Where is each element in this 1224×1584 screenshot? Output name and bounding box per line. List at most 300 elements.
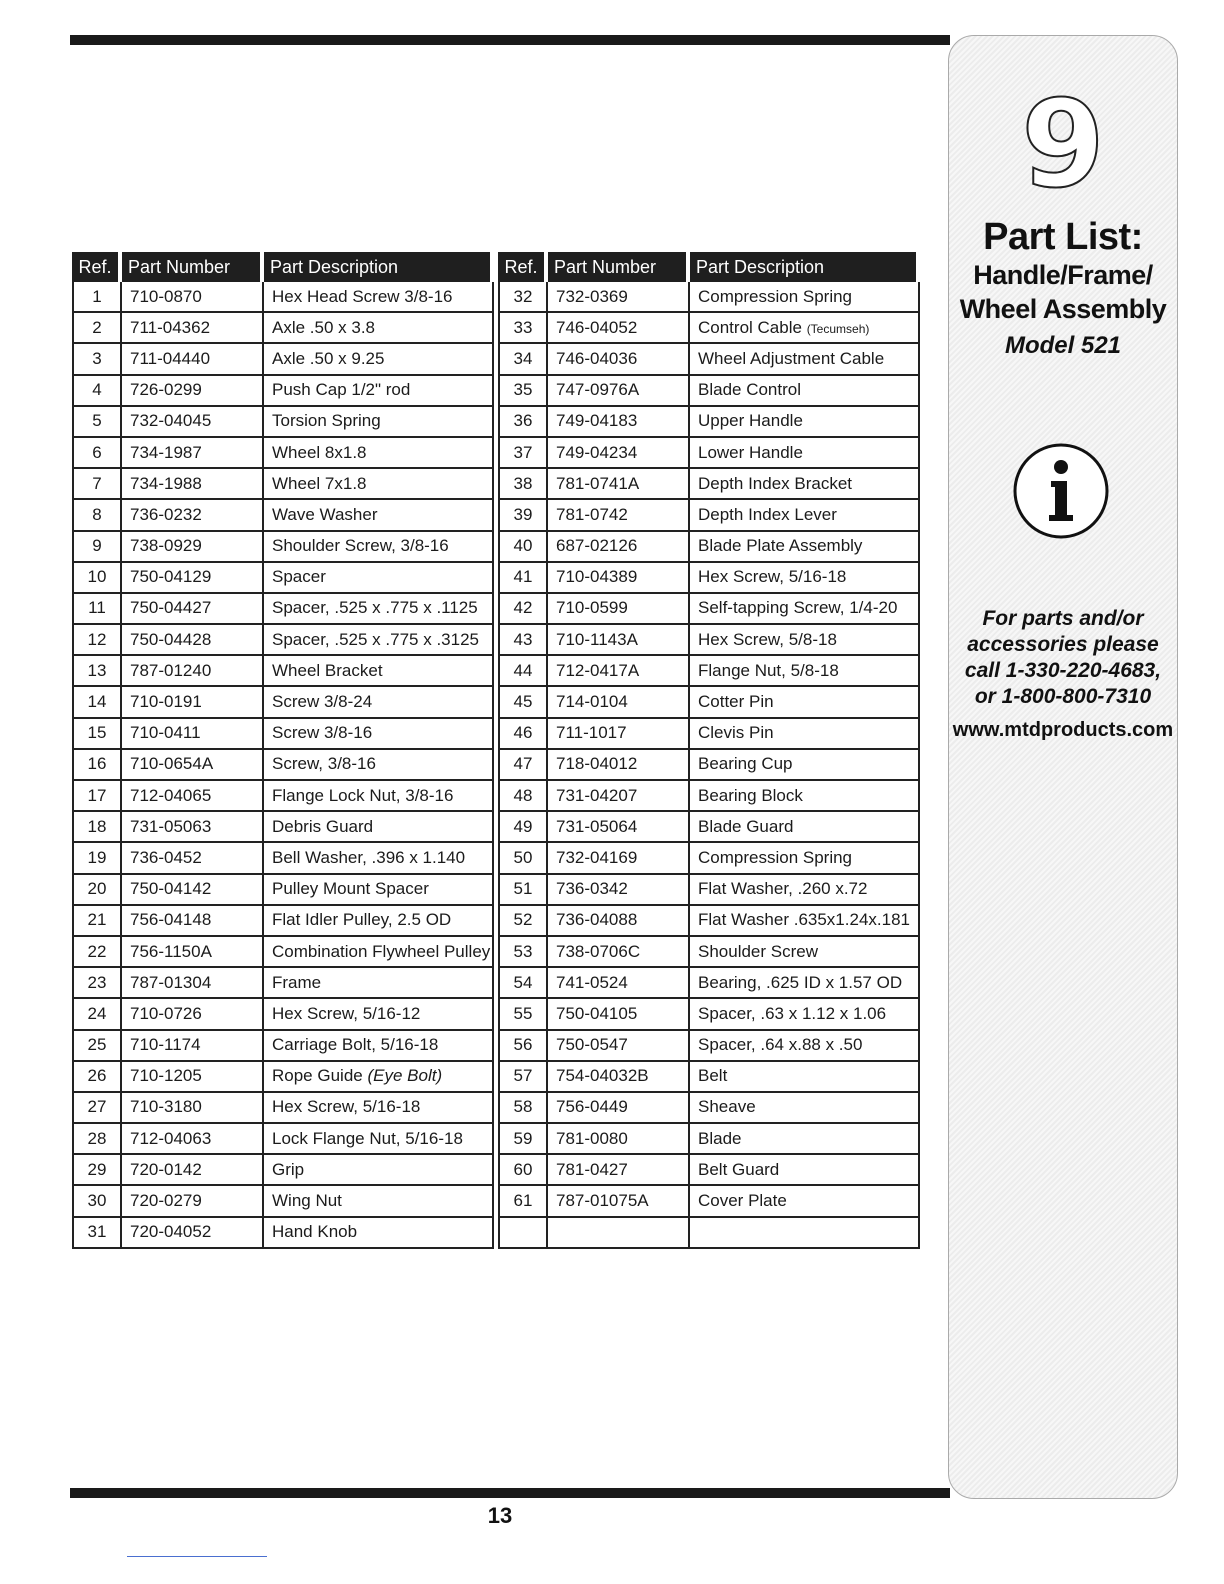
- part-description-cell: [264, 1062, 494, 1093]
- part-description-cell: [690, 438, 920, 469]
- part-description-text: Axle .50 x 9.25: [272, 348, 385, 368]
- part-number-cell: 787-01240: [122, 656, 264, 687]
- ref-cell: 37: [498, 438, 548, 469]
- part-description-cell: [690, 1031, 920, 1062]
- contact-line: For parts and/or: [982, 607, 1144, 630]
- part-number-cell: 749-04183: [548, 407, 690, 438]
- part-description-cell: [690, 906, 920, 937]
- table-row: [72, 968, 920, 999]
- part-description-text: Bearing, .625 ID x 1.57 OD: [698, 972, 903, 992]
- ref-cell: 35: [498, 376, 548, 407]
- part-description-text: Cotter Pin: [698, 692, 774, 712]
- part-number-cell: 734-1988: [122, 469, 264, 500]
- part-description-text: Compression Spring: [698, 286, 853, 306]
- part-description-cell: [264, 625, 494, 656]
- part-number-cell: 750-04105: [548, 999, 690, 1030]
- ref-cell: 49: [498, 812, 548, 843]
- contact-line: accessories please: [967, 633, 1159, 656]
- part-description-cell: [690, 532, 920, 563]
- part-description-text: Screw, 3/8-16: [272, 754, 376, 774]
- part-description-text: Flat Idler Pulley, 2.5 OD: [272, 910, 452, 930]
- part-description-text: Sheave: [698, 1097, 756, 1117]
- part-number-cell: 738-0929: [122, 532, 264, 563]
- part-number-cell: 756-04148: [122, 906, 264, 937]
- ref-cell: 58: [498, 1093, 548, 1124]
- part-number-cell: 750-04142: [122, 875, 264, 906]
- part-description-text: Wave Washer: [272, 504, 378, 524]
- contact-info: [949, 606, 1177, 710]
- ref-cell: 36: [498, 407, 548, 438]
- ref-cell: 52: [498, 906, 548, 937]
- part-description-text: Bearing Cup: [698, 754, 793, 774]
- ref-cell: 24: [72, 999, 122, 1030]
- part-description-text: Spacer, .64 x.88 x .50: [698, 1035, 863, 1055]
- part-description-text: Rope Guide: [272, 1066, 363, 1086]
- part-number-cell: 736-0232: [122, 500, 264, 531]
- ref-cell: 33: [498, 313, 548, 344]
- ref-cell: 41: [498, 563, 548, 594]
- part-number-cell: 710-0870: [122, 282, 264, 313]
- part-description-text: Wheel 8x1.8: [272, 442, 367, 462]
- ref-cell: 11: [72, 594, 122, 625]
- table-row: [72, 532, 920, 563]
- ref-cell: 23: [72, 968, 122, 999]
- part-description-text: Wheel 7x1.8: [272, 473, 367, 493]
- part-description-cell: [264, 407, 494, 438]
- ref-cell: 50: [498, 843, 548, 874]
- ref-cell: 60: [498, 1155, 548, 1186]
- part-number-cell: 736-0452: [122, 843, 264, 874]
- part-description-cell: [690, 469, 920, 500]
- part-description-text: Spacer, .63 x 1.12 x 1.06: [698, 1003, 887, 1023]
- part-description-cell: [690, 1124, 920, 1155]
- info-icon: [1011, 441, 1111, 541]
- part-number-cell: 746-04036: [548, 344, 690, 375]
- ref-cell: [498, 1218, 548, 1249]
- part-number-cell: 781-0741A: [548, 469, 690, 500]
- table-row: [72, 1062, 920, 1093]
- ref-cell: 59: [498, 1124, 548, 1155]
- ref-cell: 5: [72, 407, 122, 438]
- part-description-cell: [264, 875, 494, 906]
- part-description-text: Blade Guard: [698, 816, 794, 836]
- part-description-note: (Eye Bolt): [367, 1066, 443, 1086]
- part-description-cell: [690, 999, 920, 1030]
- ref-cell: 44: [498, 656, 548, 687]
- table-row: [72, 750, 920, 781]
- panel-title: Part List:: [983, 216, 1143, 258]
- table-row: [72, 594, 920, 625]
- ref-cell: 61: [498, 1186, 548, 1217]
- part-number-cell: 741-0524: [548, 968, 690, 999]
- ref-cell: 14: [72, 687, 122, 718]
- ref-cell: 30: [72, 1186, 122, 1217]
- ref-cell: 54: [498, 968, 548, 999]
- part-description-text: Spacer, .525 x .775 x .1125: [272, 598, 478, 618]
- ref-cell: 56: [498, 1031, 548, 1062]
- part-description-text: Hex Screw, 5/16-18: [698, 567, 847, 587]
- part-number-cell: 736-0342: [548, 875, 690, 906]
- part-description-cell: [264, 438, 494, 469]
- part-number-cell: 710-1143A: [548, 625, 690, 656]
- part-description-cell: [264, 1093, 494, 1124]
- part-description-text: Depth Index Lever: [698, 504, 837, 524]
- part-description-cell: [690, 282, 920, 313]
- part-description-note: (Tecumseh): [806, 321, 870, 336]
- part-number-cell: 712-04063: [122, 1124, 264, 1155]
- ref-cell: 20: [72, 875, 122, 906]
- part-description-cell: [264, 781, 494, 812]
- table-row: [72, 999, 920, 1030]
- part-number-cell: 712-0417A: [548, 656, 690, 687]
- ref-cell: 15: [72, 719, 122, 750]
- part-description-cell: [264, 500, 494, 531]
- part-description-text: Hex Head Screw 3/8-16: [272, 286, 453, 306]
- ref-cell: 7: [72, 469, 122, 500]
- part-description-text: Grip: [272, 1159, 305, 1179]
- part-description-cell: [264, 656, 494, 687]
- part-description-cell: [264, 344, 494, 375]
- part-description-text: Debris Guard: [272, 816, 374, 836]
- table-row: [72, 1155, 920, 1186]
- part-description-cell: [690, 1062, 920, 1093]
- part-number-cell: 738-0706C: [548, 937, 690, 968]
- part-description-cell: [264, 1124, 494, 1155]
- ref-cell: 29: [72, 1155, 122, 1186]
- part-number-cell: [548, 1218, 690, 1249]
- part-description-cell: [264, 843, 494, 874]
- part-description-text: Blade Control: [698, 380, 802, 400]
- part-description-text: Flange Lock Nut, 3/8-16: [272, 785, 454, 805]
- part-description-text: Flat Washer .635x1.24x.181: [698, 910, 910, 930]
- part-description-text: Spacer, .525 x .775 x .3125: [272, 629, 479, 649]
- ref-cell: 43: [498, 625, 548, 656]
- table-row: [72, 875, 920, 906]
- part-description-text: Pulley Mount Spacer: [272, 879, 429, 899]
- part-description-cell: [264, 469, 494, 500]
- part-description-cell: [690, 1155, 920, 1186]
- part-number-cell: 756-0449: [548, 1093, 690, 1124]
- part-number-cell: 781-0080: [548, 1124, 690, 1155]
- table-header-row: [72, 252, 920, 282]
- part-number-cell: 720-04052: [122, 1218, 264, 1249]
- table-row: [72, 282, 920, 313]
- chapter-number: 9: [1021, 76, 1105, 215]
- bottom-rule: [70, 1488, 950, 1498]
- part-description-text: Shoulder Screw, 3/8-16: [272, 536, 449, 556]
- part-description-cell: [690, 937, 920, 968]
- contact-line: call 1-330-220-4683,: [964, 659, 1162, 682]
- part-description-cell: [690, 563, 920, 594]
- ref-cell: 8: [72, 500, 122, 531]
- part-description-text: Blade: [698, 1128, 742, 1148]
- ref-cell: 18: [72, 812, 122, 843]
- ref-cell: 9: [72, 532, 122, 563]
- part-number-cell: 747-0976A: [548, 376, 690, 407]
- part-description-cell: [690, 313, 920, 344]
- ref-cell: 13: [72, 656, 122, 687]
- ref-cell: 38: [498, 469, 548, 500]
- part-description-cell: [264, 719, 494, 750]
- part-description-cell: [264, 968, 494, 999]
- part-description-cell: [690, 594, 920, 625]
- part-number-cell: 710-0411: [122, 719, 264, 750]
- table-row: [72, 1031, 920, 1062]
- ref-header: Ref.: [72, 252, 122, 282]
- table-row: [72, 781, 920, 812]
- part-description-text: Spacer: [272, 567, 326, 587]
- part-description-cell: [264, 1186, 494, 1217]
- table-row: [72, 313, 920, 344]
- part-number-cell: 750-04129: [122, 563, 264, 594]
- part-description-text: Combination Flywheel Pulley: [272, 941, 491, 961]
- part-description-cell: [690, 500, 920, 531]
- part-description-text: Axle .50 x 3.8: [272, 317, 376, 337]
- part-number-cell: 732-0369: [548, 282, 690, 313]
- part-description-text: Lock Flange Nut, 5/16-18: [272, 1128, 463, 1148]
- table-row: [72, 1093, 920, 1124]
- ref-cell: 51: [498, 875, 548, 906]
- table-row: [72, 500, 920, 531]
- part-description-cell: [264, 532, 494, 563]
- part-description-cell: [264, 937, 494, 968]
- ref-cell: 39: [498, 500, 548, 531]
- part-description-cell: [264, 906, 494, 937]
- part-description-cell: [690, 687, 920, 718]
- ref-cell: 12: [72, 625, 122, 656]
- table-row: [72, 625, 920, 656]
- parts-table: [72, 252, 920, 1249]
- part-description-text: Frame: [272, 972, 322, 992]
- table-row: [72, 812, 920, 843]
- part-description-cell: [264, 1218, 494, 1249]
- panel-subtitle: [949, 258, 1177, 326]
- part-description-text: Wheel Adjustment Cable: [698, 348, 885, 368]
- subtitle-line: Handle/Frame/: [973, 260, 1153, 290]
- part-description-cell: [690, 656, 920, 687]
- part-description-cell: [690, 750, 920, 781]
- part-description-header: Part Description: [264, 252, 494, 282]
- part-number-cell: 732-04169: [548, 843, 690, 874]
- ref-cell: 46: [498, 719, 548, 750]
- part-number-cell: 781-0427: [548, 1155, 690, 1186]
- part-description-cell: [690, 875, 920, 906]
- part-description-text: Compression Spring: [698, 847, 853, 867]
- ref-cell: 48: [498, 781, 548, 812]
- part-description-text: Control Cable: [698, 317, 802, 337]
- ref-cell: 17: [72, 781, 122, 812]
- part-number-cell: 756-1150A: [122, 937, 264, 968]
- part-number-cell: 781-0742: [548, 500, 690, 531]
- ref-cell: 53: [498, 937, 548, 968]
- website-link[interactable]: www.mtdproducts.com: [952, 719, 1174, 741]
- ref-cell: 25: [72, 1031, 122, 1062]
- part-number-cell: 750-04428: [122, 625, 264, 656]
- ref-cell: 32: [498, 282, 548, 313]
- ref-cell: 10: [72, 563, 122, 594]
- table-row: [72, 1186, 920, 1217]
- part-number-cell: 711-04362: [122, 313, 264, 344]
- part-number-cell: 710-0191: [122, 687, 264, 718]
- contact-line: or 1-800-800-7310: [974, 685, 1152, 708]
- page-number: 13: [487, 1503, 513, 1528]
- part-description-text: Cover Plate: [698, 1191, 787, 1211]
- table-row: [72, 656, 920, 687]
- part-number-header: Part Number: [122, 252, 264, 282]
- part-number-cell: 720-0279: [122, 1186, 264, 1217]
- ref-cell: 4: [72, 376, 122, 407]
- ref-cell: 40: [498, 532, 548, 563]
- part-description-text: Self-tapping Screw, 1/4-20: [698, 598, 898, 618]
- part-description-text: Hex Screw, 5/16-12: [272, 1003, 421, 1023]
- part-number-cell: 749-04234: [548, 438, 690, 469]
- part-number-cell: 718-04012: [548, 750, 690, 781]
- ref-cell: 45: [498, 687, 548, 718]
- table-row: [72, 376, 920, 407]
- ref-cell: 42: [498, 594, 548, 625]
- ref-cell: 26: [72, 1062, 122, 1093]
- part-description-cell: [264, 1031, 494, 1062]
- part-description-cell: [264, 750, 494, 781]
- part-number-cell: 731-04207: [548, 781, 690, 812]
- part-number-cell: 731-05064: [548, 812, 690, 843]
- part-number-cell: 687-02126: [548, 532, 690, 563]
- ref-cell: 19: [72, 843, 122, 874]
- part-description-cell: [264, 594, 494, 625]
- part-description-text: Belt Guard: [698, 1159, 780, 1179]
- part-description-cell: [690, 407, 920, 438]
- subtitle-line: Wheel Assembly: [959, 294, 1167, 324]
- part-description-text: Clevis Pin: [698, 723, 774, 743]
- table-row: [72, 1218, 920, 1249]
- part-number-cell: 710-1205: [122, 1062, 264, 1093]
- table-row: [72, 937, 920, 968]
- part-description-text: Depth Index Bracket: [698, 473, 853, 493]
- part-number-cell: 714-0104: [548, 687, 690, 718]
- part-number-cell: 736-04088: [548, 906, 690, 937]
- table-row: [72, 906, 920, 937]
- part-description-text: Bearing Block: [698, 785, 803, 805]
- part-description-cell: [690, 344, 920, 375]
- part-description-cell: [264, 376, 494, 407]
- part-description-cell: [264, 563, 494, 594]
- part-description-cell: [264, 687, 494, 718]
- part-number-cell: 787-01304: [122, 968, 264, 999]
- part-description-text: Flange Nut, 5/8-18: [698, 660, 839, 680]
- part-number-cell: 711-04440: [122, 344, 264, 375]
- ref-cell: 3: [72, 344, 122, 375]
- part-number-cell: 720-0142: [122, 1155, 264, 1186]
- part-description-text: Flat Washer, .260 x.72: [698, 879, 868, 899]
- part-number-cell: 712-04065: [122, 781, 264, 812]
- part-description-cell: [690, 1186, 920, 1217]
- ref-cell: 28: [72, 1124, 122, 1155]
- part-number-cell: 710-0599: [548, 594, 690, 625]
- table-row: [72, 438, 920, 469]
- part-number-cell: 710-3180: [122, 1093, 264, 1124]
- ref-cell: 2: [72, 313, 122, 344]
- ref-cell: 6: [72, 438, 122, 469]
- part-description-cell: [264, 313, 494, 344]
- part-description-text: Torsion Spring: [272, 411, 381, 431]
- part-description-text: Blade Plate Assembly: [698, 536, 863, 556]
- part-description-cell: [690, 1093, 920, 1124]
- top-rule: [70, 35, 950, 45]
- part-description-text: Lower Handle: [698, 442, 803, 462]
- model-label: Model 521: [1004, 332, 1122, 359]
- ref-cell: 16: [72, 750, 122, 781]
- part-description-header: Part Description: [690, 252, 920, 282]
- part-description-cell: [690, 376, 920, 407]
- table-row: [72, 687, 920, 718]
- ref-cell: 27: [72, 1093, 122, 1124]
- part-description-cell: [690, 843, 920, 874]
- footer-link-line: [127, 1556, 267, 1557]
- part-description-text: Screw 3/8-16: [272, 723, 373, 743]
- part-description-cell: [264, 1155, 494, 1186]
- table-row: [72, 1124, 920, 1155]
- part-description-cell: [690, 812, 920, 843]
- ref-cell: 31: [72, 1218, 122, 1249]
- part-number-cell: 710-0726: [122, 999, 264, 1030]
- part-description-text: Hex Screw, 5/16-18: [272, 1097, 421, 1117]
- ref-cell: 34: [498, 344, 548, 375]
- part-number-cell: 750-0547: [548, 1031, 690, 1062]
- part-description-text: Hand Knob: [272, 1222, 358, 1242]
- part-description-cell: [690, 719, 920, 750]
- ref-header: Ref.: [498, 252, 548, 282]
- ref-cell: 1: [72, 282, 122, 313]
- part-number-cell: 746-04052: [548, 313, 690, 344]
- part-number-cell: 726-0299: [122, 376, 264, 407]
- table-row: [72, 344, 920, 375]
- part-number-cell: 710-0654A: [122, 750, 264, 781]
- part-description-cell: [690, 781, 920, 812]
- table-row: [72, 563, 920, 594]
- part-number-cell: 732-04045: [122, 407, 264, 438]
- part-description-cell: [690, 625, 920, 656]
- side-panel: [948, 35, 1178, 1499]
- table-row: [72, 719, 920, 750]
- ref-cell: 21: [72, 906, 122, 937]
- part-description-text: Belt: [698, 1066, 728, 1086]
- part-number-cell: 710-1174: [122, 1031, 264, 1062]
- table-row: [72, 407, 920, 438]
- part-description-cell: [264, 812, 494, 843]
- table-row: [72, 469, 920, 500]
- part-number-header: Part Number: [548, 252, 690, 282]
- part-description-text: Push Cap 1/2" rod: [272, 380, 411, 400]
- ref-cell: 22: [72, 937, 122, 968]
- part-description-text: Hex Screw, 5/8-18: [698, 629, 837, 649]
- ref-cell: 47: [498, 750, 548, 781]
- part-description-cell: [690, 968, 920, 999]
- part-number-cell: 754-04032B: [548, 1062, 690, 1093]
- part-description-text: Wheel Bracket: [272, 660, 383, 680]
- part-number-cell: 711-1017: [548, 719, 690, 750]
- part-description-cell: [264, 282, 494, 313]
- part-number-cell: 731-05063: [122, 812, 264, 843]
- parts-body: [72, 282, 920, 1249]
- part-description-text: Bell Washer, .396 x 1.140: [272, 847, 466, 867]
- table-row: [72, 843, 920, 874]
- part-description-text: Upper Handle: [698, 411, 803, 431]
- part-description-text: Wing Nut: [272, 1191, 342, 1211]
- part-number-cell: 710-04389: [548, 563, 690, 594]
- part-description-cell: [690, 1218, 920, 1249]
- part-number-cell: 734-1987: [122, 438, 264, 469]
- part-description-text: Screw 3/8-24: [272, 692, 373, 712]
